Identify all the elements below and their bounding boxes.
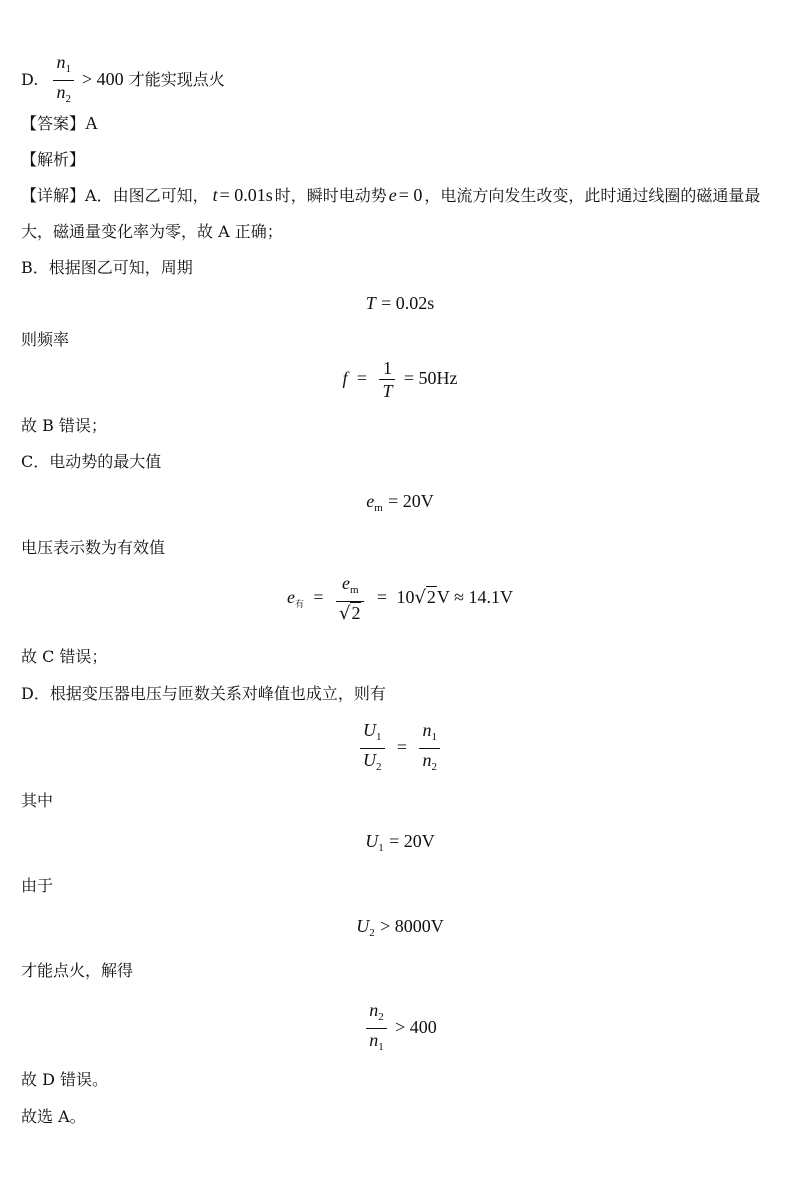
b-conclusion: 故 B 错误；: [21, 416, 107, 435]
turns-ratio: $\frac{n_1}{n_2}$: [419, 720, 440, 777]
option-d-label: D.: [21, 70, 39, 89]
final-fraction: $\frac{n_2}{n_1}$: [366, 1000, 387, 1057]
rms-fraction: $\frac{e_m}{√2}$: [336, 573, 364, 624]
detail-label: 【详解】: [21, 186, 86, 205]
solve-label: 才能点火，解得: [21, 961, 134, 980]
because-label: 由于: [21, 876, 54, 895]
option-d-fraction: $\frac{n_1}{n_2}$: [53, 52, 74, 109]
analysis-heading: 【解析】: [21, 150, 86, 169]
freq-label: 则频率: [21, 330, 70, 349]
option-d-text: 才能实现点火: [128, 70, 225, 89]
answer-value: A: [85, 113, 99, 133]
rms-label: 电压表示数为有效值: [21, 538, 166, 557]
freq-fraction: $\frac{1}{T}$: [379, 358, 395, 401]
eq-u1: $U_1 = 20V$: [365, 831, 435, 854]
sqrt-symbol: √2: [414, 587, 436, 608]
eq-final: $\frac{n_2}{n_1}$ > 400: [0, 1000, 800, 1057]
d-conclusion: 故 D 错误。: [21, 1070, 109, 1089]
voltage-ratio: $\frac{U_1}{U_2}$: [360, 720, 385, 777]
among-label: 其中: [21, 791, 54, 810]
c-intro: C．电动势的最大值: [21, 452, 162, 471]
final-choice: 故选 A。: [21, 1107, 86, 1126]
option-d-relation: > 400: [82, 69, 124, 89]
detail-line-1: 【详解】A．由图乙可知， t = 0.01s 时，瞬时电动势 e = 0 ，电流方向发生改变，此时通过线圈的磁通量最: [21, 185, 761, 205]
eq-u2: $U_2 > 8000V$: [356, 916, 444, 939]
eq-frequency: f = $\frac{1}{T}$ = 50Hz: [342, 358, 458, 401]
sqrt-symbol: √2: [338, 603, 361, 624]
eq-ratio: $\frac{U_1}{U_2}$ = $\frac{n_1}{n_2}$: [0, 720, 800, 777]
d-intro: D．根据变压器电压与匝数关系对峰值也成立，则有: [21, 684, 386, 703]
eq-rms: $e_有$ = $\frac{e_m}{√2}$ = 10√2V ≈ 14.1V: [287, 573, 513, 624]
detail-line-2: 大，磁通量变化率为零，故 A 正确；: [21, 222, 283, 241]
c-conclusion: 故 C 错误；: [21, 647, 108, 666]
b-intro: B．根据图乙可知，周期: [21, 258, 193, 277]
eq-period: T = 0.02s: [365, 293, 435, 313]
answer-line: [21, 113, 98, 134]
option-d: [21, 52, 225, 109]
answer-label: 【答案】: [21, 114, 86, 133]
eq-emax: $e_m = 20V$: [366, 491, 434, 514]
